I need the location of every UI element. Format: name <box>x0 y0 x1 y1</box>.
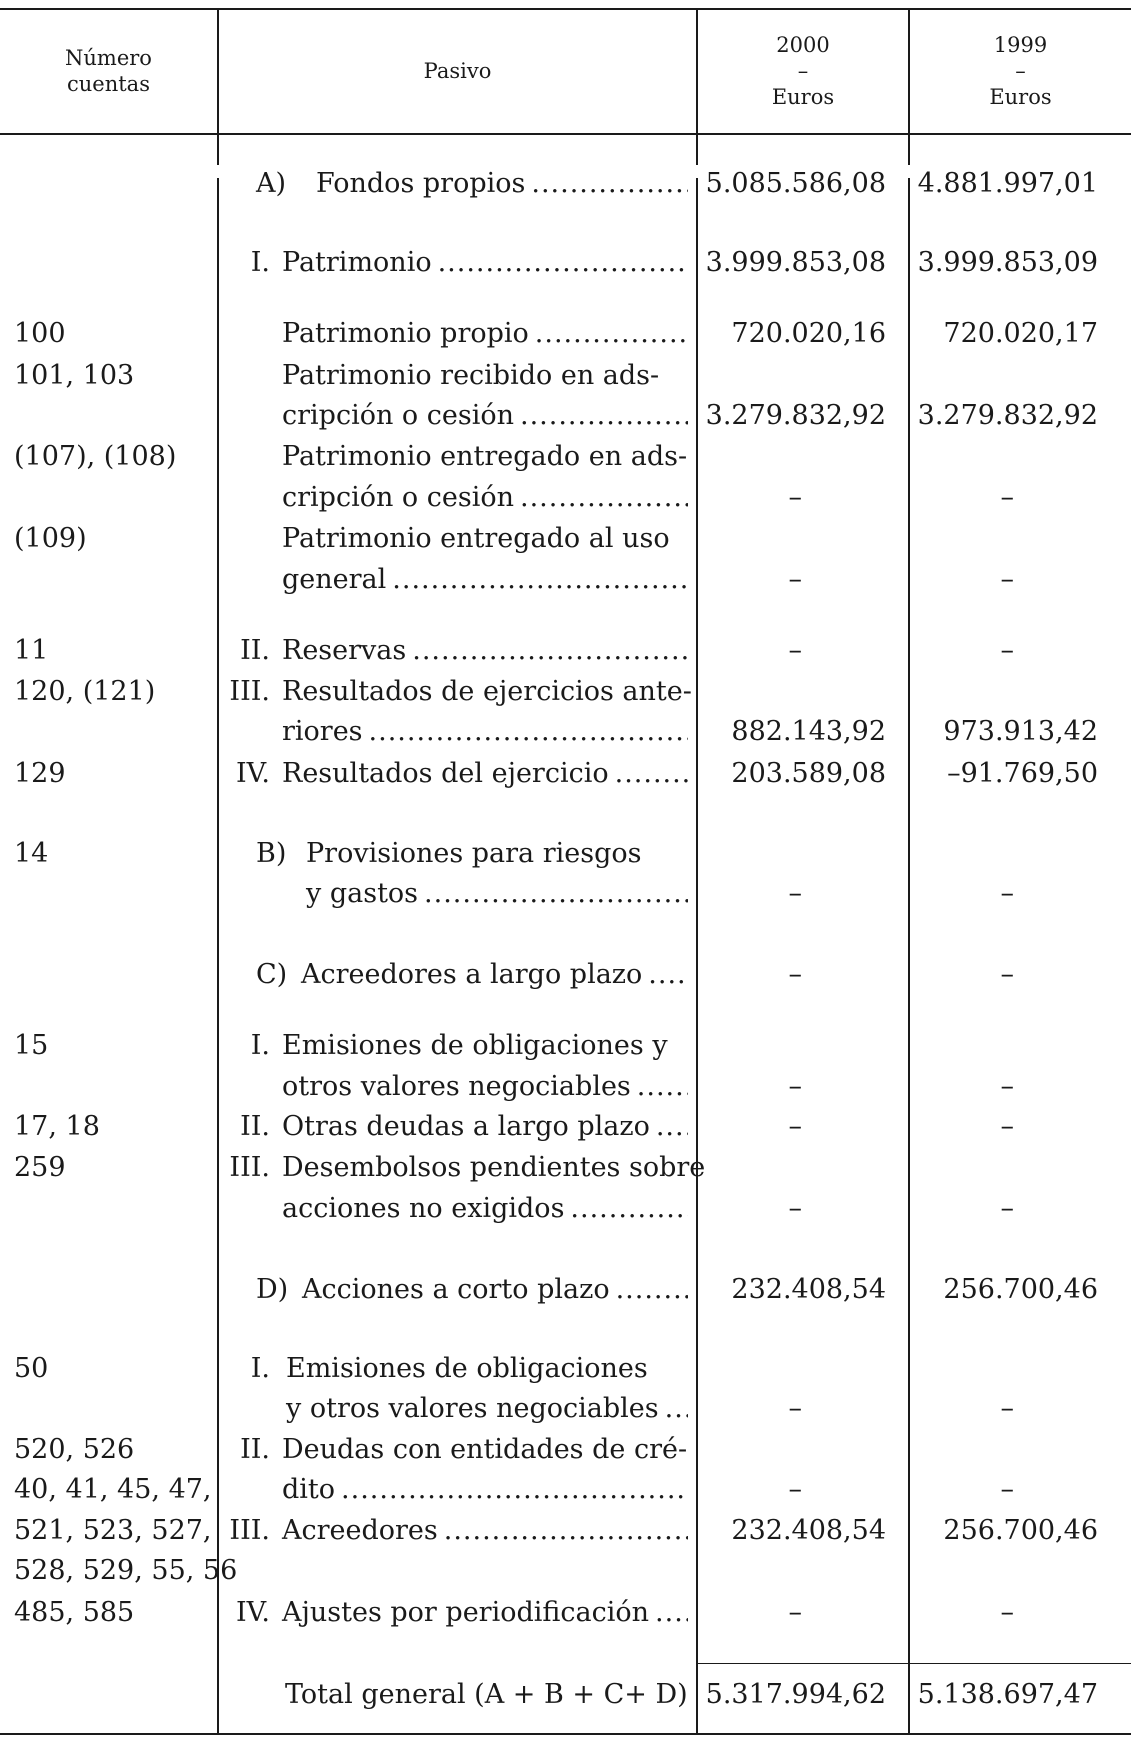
account-numbers: 129 <box>14 758 66 789</box>
roman-numeral: I. <box>250 1030 270 1061</box>
row-label-line: y otros valores negociables ..... <box>286 1393 688 1424</box>
row-label-line: cripción o cesión ..... <box>282 400 688 431</box>
roman-numeral: III. <box>229 1515 270 1546</box>
row-label-line: acciones no exigidos ..... <box>282 1193 688 1224</box>
account-numbers: 101, 103 <box>14 360 135 391</box>
value-1999: – <box>1000 1193 1014 1224</box>
value-1999: – <box>1000 959 1014 990</box>
row-label-line: Patrimonio entregado en ads- <box>282 441 688 472</box>
value-2000: – <box>788 1193 802 1224</box>
value-1999: 3.999.853,09 <box>917 247 1098 278</box>
roman-numeral: III. <box>229 1152 270 1183</box>
value-1999: 973.913,42 <box>943 716 1098 747</box>
account-numbers: 259 <box>14 1152 66 1183</box>
row-label-line: dito ..... <box>282 1474 688 1505</box>
value-1999: – <box>1000 878 1014 909</box>
value-1999: – <box>1000 1597 1014 1628</box>
row-label: Ajustes por periodificación ..... <box>282 1597 688 1628</box>
account-numbers: 11 <box>14 635 49 666</box>
account-numbers: 528, 529, 55, 56 <box>14 1555 238 1586</box>
top-rule <box>0 8 1131 10</box>
value-2000: – <box>788 564 802 595</box>
total-2000: 5.317.994,62 <box>705 1679 886 1710</box>
account-numbers: 15 <box>14 1030 49 1061</box>
value-1999: – <box>1000 635 1014 666</box>
header-bottom-rule <box>0 133 1131 135</box>
column-divider <box>217 8 219 165</box>
value-2000: 3.999.853,08 <box>705 247 886 278</box>
account-numbers: 485, 585 <box>14 1597 135 1628</box>
total-label: Total general (A + B + C+ D) <box>285 1679 688 1710</box>
row-label-line: Provisiones para riesgos <box>306 838 642 869</box>
row-label-line: y gastos ..... <box>306 878 688 909</box>
row-label-line: Emisiones de obligaciones y <box>282 1030 668 1061</box>
row-label: Acreedores ..... <box>282 1515 688 1546</box>
account-numbers: 50 <box>14 1353 49 1384</box>
value-1999: 720.020,17 <box>943 318 1098 349</box>
roman-numeral: I. <box>250 247 270 278</box>
roman-numeral: I. <box>250 1353 270 1384</box>
value-2000: 720.020,16 <box>731 318 886 349</box>
account-numbers: 520, 526 <box>14 1434 135 1465</box>
row-label-line: general ..... <box>282 564 688 595</box>
row-label: Resultados del ejercicio ..... <box>282 758 688 789</box>
section-letter: C) <box>256 959 288 990</box>
value-1999: – <box>1000 1474 1014 1505</box>
row-label-line: Emisiones de obligaciones <box>286 1353 648 1384</box>
header-1999: 1999 – Euros <box>989 33 1052 109</box>
value-2000: – <box>788 1597 802 1628</box>
account-numbers: 120, (121) <box>14 676 156 707</box>
value-2000: 3.279.832,92 <box>705 400 886 431</box>
value-1999: – <box>1000 564 1014 595</box>
account-numbers: 17, 18 <box>14 1111 100 1142</box>
bottom-rule <box>0 1733 1131 1735</box>
row-label: Otras deudas a largo plazo ..... <box>282 1111 688 1142</box>
value-2000: – <box>788 878 802 909</box>
value-1999: – <box>1000 1071 1014 1102</box>
roman-numeral: IV. <box>235 758 270 789</box>
value-1999: – <box>1000 1393 1014 1424</box>
row-label: Fondos propios ..... <box>316 168 688 199</box>
section-letter: A) <box>256 168 287 199</box>
row-label: Reservas ..... <box>282 635 688 666</box>
row-label-line: Patrimonio entregado al uso <box>282 523 670 554</box>
value-2000: – <box>788 1474 802 1505</box>
header-accounts: Número cuentas <box>65 46 152 96</box>
value-2000: – <box>788 1111 802 1142</box>
roman-numeral: IV. <box>235 1597 270 1628</box>
value-2000: 232.408,54 <box>731 1515 886 1546</box>
total-1999: 5.138.697,47 <box>917 1679 1098 1710</box>
value-1999: –91.769,50 <box>947 758 1098 789</box>
account-numbers: (107), (108) <box>14 441 177 472</box>
row-label: Patrimonio propio ..... <box>282 318 688 349</box>
row-label-line: Resultados de ejercicios ante- <box>282 676 692 707</box>
value-1999: 3.279.832,92 <box>917 400 1098 431</box>
value-1999: – <box>1000 482 1014 513</box>
value-1999: 4.881.997,01 <box>917 168 1098 199</box>
account-numbers: (109) <box>14 523 87 554</box>
roman-numeral: II. <box>240 1434 270 1465</box>
value-1999: 256.700,46 <box>943 1274 1098 1305</box>
value-1999: 256.700,46 <box>943 1515 1098 1546</box>
header-2000: 2000 – Euros <box>771 33 835 109</box>
account-numbers: 521, 523, 527, <box>14 1515 212 1546</box>
value-2000: 232.408,54 <box>731 1274 886 1305</box>
row-label-line: otros valores negociables ..... <box>282 1071 688 1102</box>
value-2000: – <box>788 482 802 513</box>
row-label-line: Patrimonio recibido en ads- <box>282 360 660 391</box>
row-label-line: Deudas con entidades de cré- <box>282 1434 688 1465</box>
row-label-line: Desembolsos pendientes sobre <box>282 1152 706 1183</box>
row-label: Patrimonio ..... <box>282 247 688 278</box>
row-label: Acciones a corto plazo ..... <box>302 1274 688 1305</box>
row-label: Acreedores a largo plazo ..... <box>301 959 688 990</box>
value-1999: – <box>1000 1111 1014 1142</box>
column-divider <box>217 178 219 1733</box>
total-rule <box>698 1663 1131 1664</box>
value-2000: – <box>788 1071 802 1102</box>
account-numbers: 14 <box>14 838 49 869</box>
value-2000: – <box>788 1393 802 1424</box>
section-letter: D) <box>256 1274 289 1305</box>
roman-numeral: II. <box>240 635 270 666</box>
section-letter: B) <box>256 838 287 869</box>
account-numbers: 100 <box>14 318 66 349</box>
roman-numeral: II. <box>240 1111 270 1142</box>
value-2000: 5.085.586,08 <box>705 168 886 199</box>
row-label-line: riores ..... <box>282 716 688 747</box>
account-numbers: 40, 41, 45, 47, <box>14 1474 212 1505</box>
value-2000: – <box>788 635 802 666</box>
row-label-line: cripción o cesión ..... <box>282 482 688 513</box>
roman-numeral: III. <box>229 676 270 707</box>
header-description: Pasivo <box>423 59 492 83</box>
value-2000: – <box>788 959 802 990</box>
value-2000: 203.589,08 <box>731 758 886 789</box>
value-2000: 882.143,92 <box>731 716 886 747</box>
